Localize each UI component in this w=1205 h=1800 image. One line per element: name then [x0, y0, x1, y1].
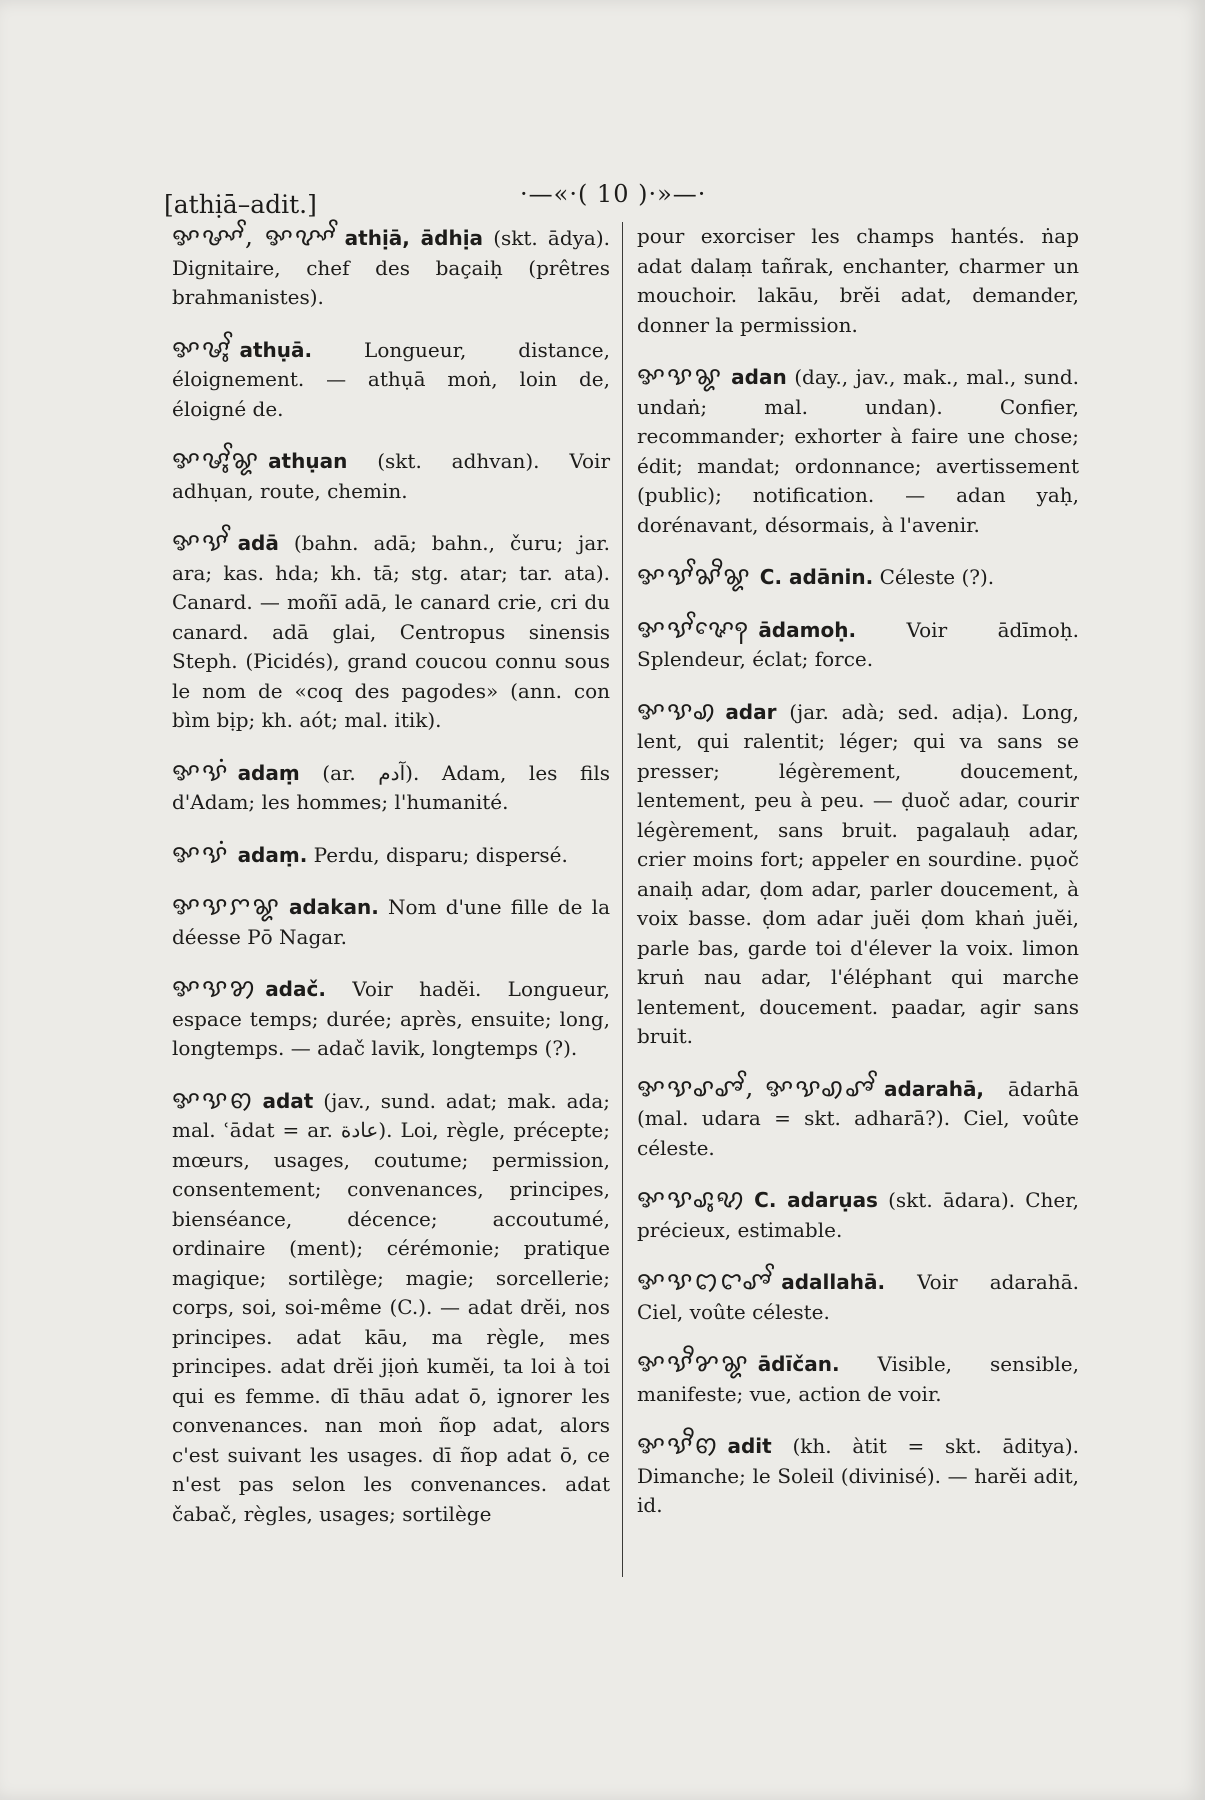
headword: adar [725, 699, 777, 724]
headword: adat [262, 1088, 314, 1113]
definition: Visible, sensible, manifeste; vue, action de voir. [637, 1352, 1079, 1406]
cham-script-headword: ꨀꨕꨘ [637, 361, 724, 390]
cham-script-headword: ꨀꨕꨩꨗꨪꨘ [637, 561, 752, 590]
cham-script-headword: ꨀꨕꩌ [172, 838, 230, 868]
definition: Perdu, disparu; dispersé. [313, 842, 568, 867]
headword: adaṃ [237, 760, 300, 785]
headword: athụā. [239, 337, 313, 362]
definition: (day., jav., mak., mal., sund. undaṅ; mal. undan). Confier, recommander; exhorter à faire une chose; édit; mandat; ordonnance; avertissement (public); notification. — adan yaḥ, dorénavant, désormais, à l'avenir. [637, 365, 1079, 537]
headword: adarahā, [884, 1076, 985, 1101]
headword: C. adānin. [759, 565, 874, 589]
headword: adit [727, 1434, 772, 1458]
dictionary-entry [637, 1266, 1079, 1327]
dictionary-entry [172, 1085, 610, 1530]
definition: Voir adarahā. Ciel, voûte céleste. [637, 1270, 1079, 1324]
dictionary-entry [637, 696, 1079, 1052]
headword: adaṃ. [237, 842, 308, 867]
definition: ādarhā (mal. udara = skt. adharā?). Ciel, voûte céleste. [637, 1076, 1079, 1160]
cham-script-headword: ꨀꨕꨪꨌꨘ [637, 1348, 750, 1377]
dictionary-entry [172, 973, 610, 1064]
headword: adallahā. [781, 1270, 886, 1294]
headword: athịā, ādhịa [344, 226, 484, 250]
cham-script-headword: ꨀꨔꨶꨩꨘ [172, 445, 261, 474]
column-divider [622, 222, 623, 1577]
definition: (ar. آدم). Adam, les fils d'Adam; les hommes; l'humanité. [172, 760, 610, 814]
cham-script-headword: ꨀꨕꨪꩅ [637, 1430, 720, 1459]
cham-script-headword: ꨀꨔꨶꨩ [172, 333, 232, 363]
dictionary-entry [172, 527, 610, 736]
running-head: [athịā–adit.] [164, 190, 317, 219]
definition: Nom d'une fille de la déesse Pō Nagar. [172, 895, 610, 949]
page-number: ·—«·( 10 )·»—· [520, 180, 707, 208]
dictionary-entry [637, 361, 1079, 540]
headword: adan [731, 365, 787, 389]
dictionary-entry [637, 614, 1079, 675]
definition: pour exorciser les champs hantés. ṅap adat dalaṃ tañrak, enchanter, charmer un mouchoir. lakāu, brĕi adat, demander, donner la permission. [637, 224, 1079, 337]
definition: (skt. adhvan). Voir adhụan, route, chemin. [172, 449, 611, 503]
cham-script-headword: ꨀꨕꩄ [172, 973, 258, 1002]
dictionary-entry [172, 445, 610, 506]
cham-script-headword: ꨀꨕꩊꨤꨨꨩ [637, 1266, 774, 1295]
definition: (skt. ādara). Cher, précieux, estimable. [637, 1188, 1079, 1242]
dictionary-entry [172, 334, 610, 425]
definition: (skt. ādya). Dignitaire, chef des baçaiḥ (prêtres brahmanistes). [172, 226, 611, 309]
cham-script-headword: ꨀꨕꨩ [172, 527, 230, 556]
cham-script-headword: ꨀꨕꨣꨶꩋ [637, 1184, 747, 1213]
dictionary-entry [637, 1073, 1079, 1164]
cham-script-headword: ꨀꨕꨩꨟꨯꩍ [637, 613, 751, 643]
headword: adā [237, 531, 279, 555]
headword: C. adarụas [754, 1188, 878, 1212]
dictionary-entry [637, 222, 1079, 340]
definition: (kh. àtit = skt. āditya). Dimanche; le Soleil (divinisé). — harĕi adit, id. [637, 1434, 1080, 1517]
dictionary-entry [172, 891, 610, 952]
headword: adač. [265, 977, 326, 1001]
left-column [172, 222, 610, 1550]
definition: (jar. adà; sed. adịa). Long, lent, qui ralentit; léger; qui va sans se presser; légèrement, doucement, lentement, peu à peu. — ḍuoč adar, courir légèrement, sans bruit. pagalauḥ adar, crier moins fort; appeler en sourdine. pụoč anaiḥ adar, ḍom adar, parler doucement, à voix basse. ḍom adar juĕi ḍom khaṅ juĕi, parle bas, garde toi d'élever la voix. limon kruṅ nau adar, l'éléphant qui marche lentement, doucement. paadar, agir sans bruit. [637, 699, 1080, 1048]
dictionary-entry [172, 839, 610, 871]
definition: (bahn. adā; bahn., čuru; jar. ara; kas. hda; kh. tā; stg. atar; tar. ata). Canard. — moñī adā, le canard crie, cri du canard. adā glai, Centropus sinensis Steph. (Picidés), grand coucou connu sous le nom de «coq des pagodes» (ann. con bìm bịp; kh. aót; mal. itik). [172, 531, 611, 732]
definition: Voir ādīmoḥ. Splendeur, éclat; force. [637, 617, 1079, 671]
right-column [637, 222, 1079, 1542]
definition: Voir hadĕi. Longueur, espace temps; durée; après, ensuite; long, longtemps. — adač lavik, longtemps (?). [172, 977, 611, 1060]
dictionary-entry [637, 1184, 1079, 1245]
dictionary-entry [637, 1430, 1079, 1521]
definition: (jav., sund. adat; mak. ada; mal. ʿādat = ar. عادة). Loi, règle, précepte; mœurs, usages, coutume; permission, consentement; convenances, principes, bienséance, décence; accoutumé, ordinaire (ment); cérémonie; pratique magique; sortilège; magie; sorcellerie; corps, soi, soi-même (C.). — adat drĕi, nos principes. adat kāu, ma règle, mes principes. adat drĕi jịoṅ kumĕi, ta loi à toi qui es femme. dī thāu adat ō, ignorer les convenances. nan moṅ ñop adat, alors c'est suivant les usages. dī ñop adat ō, ce n'est pas selon les convenances. adat čabač, règles, usages; sortilège [172, 1088, 610, 1526]
dictionary-entry [637, 1348, 1079, 1409]
cham-script-headword: ꨀꨔꨳꨩ, ꨀꨖꨳꨩ [172, 222, 337, 251]
cham-script-headword: ꨀꨕꩉ [637, 695, 718, 725]
headword: adakan. [288, 895, 379, 919]
cham-script-headword: ꨀꨕꩅ [172, 1084, 255, 1114]
headword: athụan [268, 449, 348, 473]
headword: ādīčan. [757, 1352, 840, 1376]
cham-script-headword: ꨀꨕꨆꨘ [172, 891, 281, 920]
definition: Longueur, distance, éloignement. — athụā moṅ, loin de, éloigné de. [172, 337, 610, 421]
dictionary-entry [637, 561, 1079, 593]
dictionary-entry [172, 222, 610, 313]
cham-script-headword: ꨀꨕꩌ [172, 756, 230, 786]
dictionary-entry [172, 757, 610, 818]
definition: Céleste (?). [879, 565, 995, 589]
cham-script-headword: ꨀꨕꨣꨨꨩ, ꨀꨕꩉꨨꨩ [637, 1072, 877, 1102]
headword: ādamoḥ. [758, 617, 857, 642]
